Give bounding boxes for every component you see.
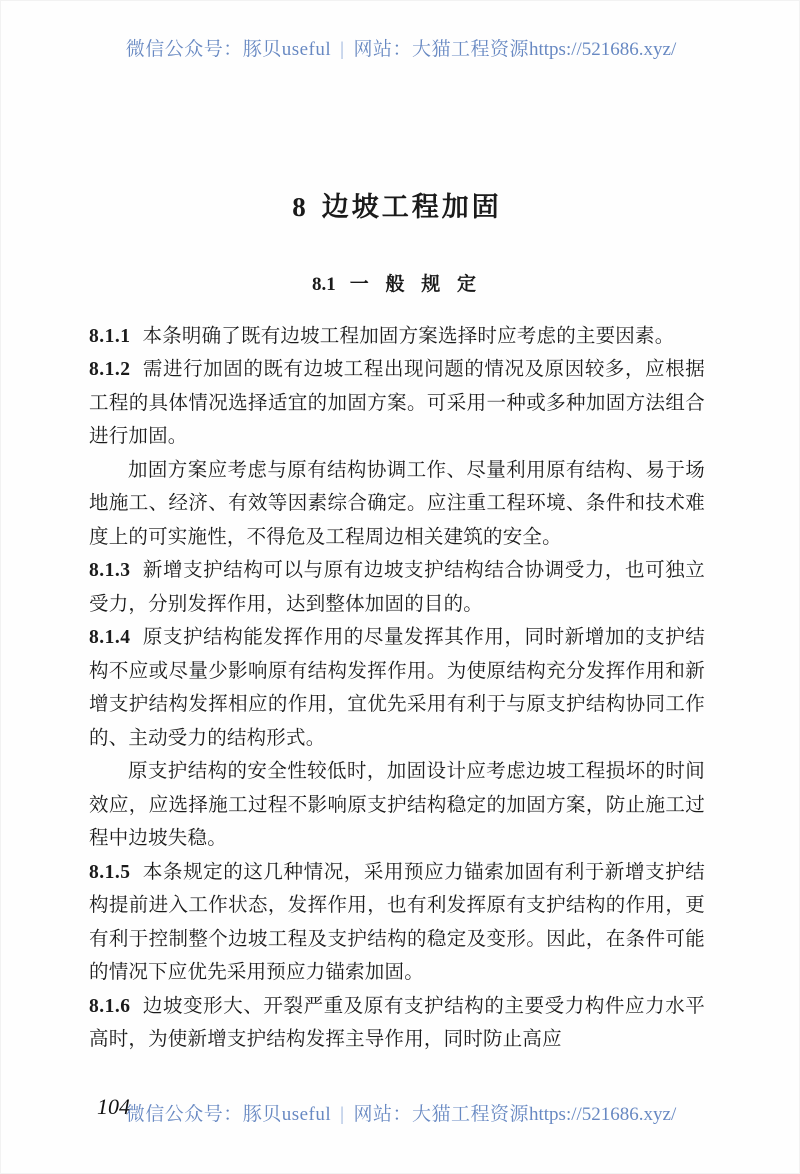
clause-text: 本条规定的这几种情况，采用预应力锚索加固有利于新增支护结构提前进入工作状态，发挥作用，也有利发挥原有支护结构的作用，更有利于控制整个边坡工程及支护结构的稳定及变形。因此，在条件可能的情况下应优先采用预应力锚索加固。 xyxy=(89,861,705,984)
chapter-title-text: 边坡工程加固 xyxy=(321,192,502,222)
content-column xyxy=(89,191,705,1057)
watermark-footer xyxy=(1,1099,800,1126)
clause-text: 原支护结构能发挥作用的尽量发挥其作用，同时新增加的支护结构不应或尽量少影响原有结构发挥作用。为使原结构充分发挥作用和新增支护结构发挥相应的作用，宜优先采用有利于与原支护结构协同工作的、主动受力的结构形式。 xyxy=(89,627,705,749)
watermark-site-label: 网站：大猫工程资源 xyxy=(353,39,529,60)
clause-paragraph xyxy=(89,454,705,555)
clause-text: 新增支护结构可以与原有边坡支护结构结合协调受力，也可独立受力，分别发挥作用，达到整体加固的目的。 xyxy=(89,560,705,615)
watermark-header xyxy=(1,34,800,61)
watermark-url: https://521686.xyz/ xyxy=(529,1104,677,1125)
clause-text: 边坡变形大、开裂严重及原有支护结构的主要受力构件应力水平高时，为使新增支护结构发挥主导作用，同时防止高应 xyxy=(89,995,705,1051)
clause-paragraph xyxy=(89,856,705,990)
watermark-separator: | xyxy=(340,1104,345,1125)
watermark-site-label: 网站：大猫工程资源 xyxy=(353,1104,529,1125)
section-title-text: 一 般 规 定 xyxy=(349,273,482,295)
clause-number: 8.1.3 xyxy=(89,560,131,582)
page-number: 104 xyxy=(97,1094,130,1119)
watermark-separator: | xyxy=(340,39,345,60)
watermark-wechat-label: 微信公众号：豚贝useful xyxy=(125,1104,332,1125)
watermark-wechat-label: 微信公众号：豚贝useful xyxy=(125,39,332,60)
clause-number: 8.1.6 xyxy=(89,995,131,1017)
section-heading xyxy=(89,269,705,296)
clause-text: 本条明确了既有边坡工程加固方案选择时应考虑的主要因素。 xyxy=(142,325,675,347)
watermark-url: https://521686.xyz/ xyxy=(529,39,677,60)
clause-text: 需进行加固的既有边坡工程出现问题的情况及原因较多，应根据工程的具体情况选择适宜的加固方案。可采用一种或多种加固方法组合进行加固。 xyxy=(89,359,705,448)
chapter-heading xyxy=(89,191,705,225)
clause-text: 原支护结构的安全性较低时，加固设计应考虑边坡工程损坏的时间效应，应选择施工过程不影响原支护结构稳定的加固方案，防止施工过程中边坡失稳。 xyxy=(89,761,705,850)
chapter-number: 8 xyxy=(292,192,306,222)
clause-paragraph xyxy=(89,353,705,454)
clause-number: 8.1.1 xyxy=(89,325,131,347)
clause-paragraph xyxy=(89,990,705,1057)
clause-number: 8.1.4 xyxy=(89,627,131,649)
clause-text: 加固方案应考虑与原有结构协调工作、尽量利用原有结构、易于场地施工、经济、有效等因素综合确定。应注重工程环境、条件和技术难度上的可实施性，不得危及工程周边相关建筑的安全。 xyxy=(89,459,705,548)
clause-paragraph xyxy=(89,320,705,354)
clause-paragraph xyxy=(89,621,705,755)
clause-number: 8.1.5 xyxy=(89,861,131,883)
clause-paragraph xyxy=(89,554,705,621)
section-number: 8.1 xyxy=(311,273,336,295)
clause-number: 8.1.2 xyxy=(89,359,131,381)
clause-paragraph xyxy=(89,755,705,856)
